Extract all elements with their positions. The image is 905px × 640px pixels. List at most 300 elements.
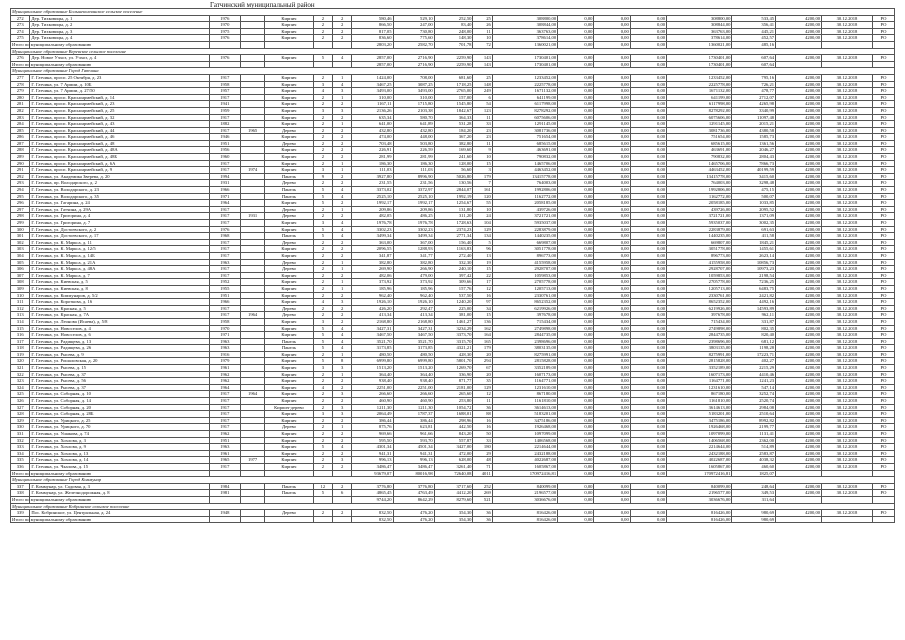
table-cell: 1994: [209, 173, 240, 180]
table-cell: 3372,97: [393, 187, 434, 194]
table-cell: 4038,32: [732, 457, 776, 464]
table-cell: 0,00: [594, 391, 630, 398]
table-cell: 3: [333, 404, 352, 411]
table-cell: 3: [333, 299, 352, 306]
table-cell: 0,00: [594, 167, 630, 174]
table-cell: 148: [473, 81, 492, 88]
table-cell: 1465706,00: [492, 160, 557, 167]
table-cell: 1958: [209, 318, 240, 325]
table-cell: 5: [313, 55, 332, 62]
table-cell: 482,05: [352, 213, 393, 220]
table-cell: 249: [473, 88, 492, 95]
table-cell: 3427,31: [352, 325, 393, 332]
table-cell: 2: [313, 134, 332, 141]
table-cell: 1371,09: [732, 213, 776, 220]
table-cell: 0,00: [630, 450, 666, 457]
table-cell: 143: [473, 55, 492, 62]
table-cell: [241, 81, 265, 88]
table-cell: 2046,27: [732, 147, 776, 154]
table-cell: 1288,93: [393, 246, 434, 253]
table-cell: 531,28: [434, 121, 473, 128]
table-cell: 2: [313, 246, 332, 253]
table-cell: 2: [333, 312, 352, 319]
table-cell: 6: [333, 490, 352, 497]
table-cell: 4200,00: [776, 55, 822, 62]
table-cell: РО: [872, 81, 894, 88]
table-cell: 0,00: [594, 483, 630, 490]
table-cell: 162: [473, 325, 492, 332]
table-cell: 4463452,00: [492, 167, 557, 174]
table-cell: 1976,78: [352, 220, 393, 227]
table-cell: 307: [11, 272, 30, 279]
table-cell: [333, 516, 352, 523]
table-cell: 1605867,00: [667, 463, 732, 470]
table-cell: 593,70: [393, 437, 434, 444]
table-cell: Г. Гатчина, ул. Рысева, д. 9: [30, 351, 209, 358]
table-cell: 335: [11, 457, 30, 464]
table-cell: 13415778,00: [667, 173, 732, 180]
table-cell: 1966: [209, 187, 240, 194]
table-cell: 19: [473, 259, 492, 266]
table-cell: 129: [473, 384, 492, 391]
table-cell: 2215,29: [732, 365, 776, 372]
table-cell: 463691,00: [492, 147, 557, 154]
table-cell: Кирпич: [265, 252, 313, 259]
table-cell: [241, 233, 265, 240]
table-cell: Кирпич: [265, 391, 313, 398]
table-cell: 30.12.2018: [822, 28, 873, 35]
table-cell: 1: [333, 206, 352, 213]
table-cell: [776, 470, 822, 477]
table-cell: 266,60: [352, 391, 393, 398]
table-cell: РО: [872, 457, 894, 464]
table-cell: 0,00: [630, 384, 666, 391]
table-cell: 1917: [209, 391, 240, 398]
table-cell: 0,00: [630, 470, 666, 477]
table-cell: 161: [473, 187, 492, 194]
table-cell: 5: [313, 444, 332, 451]
table-cell: 2: [333, 510, 352, 517]
table-cell: 875,76: [352, 424, 393, 431]
table-cell: 0,00: [630, 220, 666, 227]
table-cell: 0,00: [630, 121, 666, 128]
table-cell: 0,00: [558, 41, 594, 48]
table-cell: 2: [313, 74, 332, 81]
table-cell: 4301,34: [352, 444, 393, 451]
table-cell: 2330761,00: [667, 292, 732, 299]
table-cell: 691,63: [732, 226, 776, 233]
table-row: [11, 490, 895, 497]
table-cell: 382,80: [393, 259, 434, 266]
table-cell: 269,90: [352, 266, 393, 273]
table-cell: [241, 200, 265, 207]
table-cell: 0,00: [630, 180, 666, 187]
table-cell: 4: [333, 345, 352, 352]
table-cell: Г. Гатчина, ул. Чкалова, д. 15: [30, 463, 209, 470]
table-row: [11, 15, 895, 22]
table-cell: 33: [473, 121, 492, 128]
table-cell: 413,34: [352, 312, 393, 319]
table-cell: [209, 41, 240, 48]
table-cell: 4200,00: [776, 450, 822, 457]
table-cell: 3927,80: [352, 173, 393, 180]
table-cell: 0,00: [630, 140, 666, 147]
table-cell: [241, 272, 265, 279]
table-cell: 0,00: [558, 292, 594, 299]
table-cell: 2: [313, 391, 332, 398]
table-cell: 1033,85: [732, 200, 776, 207]
table-row: [11, 510, 895, 517]
table-cell: 30.12.2018: [822, 266, 873, 273]
table-cell: 1162772,00: [492, 193, 557, 200]
table-cell: 460,90: [393, 398, 434, 405]
table-cell: 277: [11, 74, 30, 81]
table-cell: 1: [333, 351, 352, 358]
table-cell: 2: [333, 147, 352, 154]
table-cell: Дер. Тихковицы, д. 4: [30, 35, 209, 42]
table-cell: Кирпич: [265, 134, 313, 141]
table-cell: 0,00: [558, 338, 594, 345]
table-cell: 4200,00: [776, 81, 822, 88]
table-cell: Панель: [265, 193, 313, 200]
table-cell: 2712,07: [732, 94, 776, 101]
table-cell: РО: [872, 28, 894, 35]
table-cell: 341,87: [352, 252, 393, 259]
table-cell: 2: [333, 140, 352, 147]
table-cell: РО: [872, 266, 894, 273]
table-cell: [333, 470, 352, 477]
table-cell: Кирпич: [265, 114, 313, 121]
table-cell: 1059853,00: [667, 272, 732, 279]
table-cell: 30.12.2018: [822, 490, 873, 497]
table-cell: 0,00: [594, 510, 630, 517]
table-cell: 4200,00: [776, 457, 822, 464]
table-cell: 445,21: [732, 28, 776, 35]
table-cell: 30.12.2018: [822, 345, 873, 352]
table-cell: 0,00: [594, 55, 630, 62]
table-cell: 2623,14: [732, 252, 776, 259]
table-cell: Г. Гатчина, ул. К. Маркса, д. 48А: [30, 266, 209, 273]
table-cell: 0,00: [630, 114, 666, 121]
table-cell: 2: [313, 94, 332, 101]
table-cell: 179: [473, 173, 492, 180]
table-cell: [241, 378, 265, 385]
table-cell: 30.12.2018: [822, 127, 873, 134]
table-cell: РО: [872, 490, 894, 497]
table-cell: 4200,00: [776, 246, 822, 253]
table-cell: 4265,98: [732, 101, 776, 108]
table-cell: 4200,00: [776, 285, 822, 292]
table-cell: 751654,00: [492, 134, 557, 141]
table-cell: 2525,10: [393, 193, 434, 200]
table-cell: 681,60: [434, 74, 473, 81]
table-cell: 4200,00: [776, 226, 822, 233]
table-cell: 4200,00: [776, 200, 822, 207]
table-cell: 3081736,00: [667, 127, 732, 134]
table-cell: 2: [333, 200, 352, 207]
table-cell: РО: [872, 160, 894, 167]
table-cell: 628,00: [434, 457, 473, 464]
table-cell: 0,00: [594, 424, 630, 431]
table-cell: 14593,89: [732, 305, 776, 312]
table-cell: 0,00: [558, 246, 594, 253]
table-cell: 0,00: [558, 154, 594, 161]
table-cell: 378614,00: [667, 35, 732, 42]
table-row: [11, 140, 895, 147]
table-cell: Г. Гатчина, просп. Красноармейский, д. 32: [30, 114, 209, 121]
table-cell: Дерево: [265, 305, 313, 312]
table-cell: 386,44: [393, 417, 434, 424]
table-cell: 310: [11, 292, 30, 299]
table-cell: 269: [473, 490, 492, 497]
table-cell: 1963: [209, 338, 240, 345]
table-cell: 3721721,00: [492, 213, 557, 220]
table-cell: 641,89: [393, 121, 434, 128]
table-cell: 460,60: [732, 463, 776, 470]
table-row: [11, 444, 895, 451]
table-cell: РО: [872, 338, 894, 345]
table-cell: 764003,00: [667, 180, 732, 187]
table-cell: 2: [313, 154, 332, 161]
table-cell: 2: [313, 457, 332, 464]
table-cell: 55: [473, 200, 492, 207]
table-cell: 3467,25: [352, 81, 393, 88]
table-cell: 367,00: [393, 239, 434, 246]
table-cell: 231,55: [352, 180, 393, 187]
table-cell: 4200,00: [776, 127, 822, 134]
table-cell: 0,00: [594, 444, 630, 451]
table-cell: 16: [473, 292, 492, 299]
table-cell: 6075606,00: [667, 114, 732, 121]
table-cell: 432,80: [352, 127, 393, 134]
table-cell: Г. Гатчина, просп. Красноармейский, д. 9: [30, 167, 209, 174]
table-cell: РО: [872, 173, 894, 180]
table-cell: 3373,70: [434, 332, 473, 339]
table-cell: 4501,34: [393, 444, 434, 451]
table-cell: 795,16: [732, 74, 776, 81]
table-cell: 0,00: [558, 200, 594, 207]
table-cell: 1917: [209, 404, 240, 411]
table-cell: 1291145,00: [492, 121, 557, 128]
table-cell: Кирпич: [265, 107, 313, 114]
table-cell: 0,00: [594, 318, 630, 325]
table-cell: 1957: [209, 88, 240, 95]
table-cell: [241, 15, 265, 22]
table-cell: 30.12.2018: [822, 187, 873, 194]
table-cell: 6117998,00: [492, 101, 557, 108]
table-cell: 30.12.2018: [822, 160, 873, 167]
table-cell: РО: [872, 358, 894, 365]
table-cell: [241, 160, 265, 167]
table-cell: 1916: [209, 351, 240, 358]
table-cell: 240,10: [434, 266, 473, 273]
table-cell: 1730401,00: [492, 61, 557, 68]
table-cell: 1917: [209, 74, 240, 81]
table-cell: [241, 88, 265, 95]
table-cell: [241, 450, 265, 457]
table-row: [11, 318, 895, 325]
table-row: [11, 411, 895, 418]
table-cell: [872, 41, 894, 48]
table-cell: 5: [313, 345, 332, 352]
table-cell: 4200,00: [776, 252, 822, 259]
table-cell: РО: [872, 483, 894, 490]
table-cell: 3: [333, 107, 352, 114]
table-cell: 2283879,00: [492, 226, 557, 233]
table-cell: 298: [11, 213, 30, 220]
table-cell: 2749898,00: [492, 325, 557, 332]
table-cell: 8652352,00: [667, 299, 732, 306]
table-cell: 1607173,00: [667, 371, 732, 378]
table-cell: Г. Гатчина, ул. Радищева, д. 13: [30, 338, 209, 345]
table-cell: 2: [313, 424, 332, 431]
document-title: Гатчинский муниципальный район: [210, 1, 315, 9]
table-cell: 1054,72: [434, 404, 473, 411]
table-cell: 0,00: [558, 239, 594, 246]
table-cell: 1097099,00: [667, 431, 732, 438]
table-cell: 3614613,00: [492, 404, 557, 411]
table-cell: РО: [872, 463, 894, 470]
table-cell: 1917: [209, 114, 240, 121]
table-cell: 3: [313, 365, 332, 372]
table-cell: [241, 398, 265, 405]
table-row: [11, 285, 895, 292]
table-cell: Кирпич: [265, 246, 313, 253]
table-cell: 0,00: [558, 411, 594, 418]
table-cell: Г. Гатчина, ул. Хохлова, д. 9: [30, 444, 209, 451]
table-cell: 312: [11, 305, 30, 312]
table-cell: 12: [313, 483, 332, 490]
table-cell: 29: [473, 450, 492, 457]
table-cell: 5: [313, 358, 332, 365]
table-row: [11, 252, 895, 259]
table-cell: 867180,00: [667, 391, 732, 398]
table-cell: 2: [313, 140, 332, 147]
table-cell: 252,50: [434, 15, 473, 22]
section-title: Муниципальное образование Веревское сельское поселение: [11, 48, 895, 55]
table-cell: 0,00: [630, 444, 666, 451]
table-cell: 4200,00: [776, 279, 822, 286]
table-cell: 157,00: [434, 94, 473, 101]
table-cell: 0,00: [594, 41, 630, 48]
table-cell: [872, 61, 894, 68]
table-cell: 0,00: [630, 463, 666, 470]
table-cell: 266,90: [393, 266, 434, 273]
table-cell: 2: [333, 213, 352, 220]
table-cell: 2: [313, 266, 332, 273]
table-cell: 0,00: [558, 140, 594, 147]
table-cell: 0,00: [594, 134, 630, 141]
table-cell: Г. Гатчина, ул. К. Маркса, д. 14Б: [30, 252, 209, 259]
table-cell: [241, 107, 265, 114]
table-cell: 226,59: [393, 147, 434, 154]
table-cell: 1: [333, 424, 352, 431]
table-cell: 432,80: [393, 127, 434, 134]
table-cell: 2: [333, 378, 352, 385]
table-cell: 3614613,00: [667, 404, 732, 411]
table-cell: 463691,00: [667, 147, 732, 154]
table-cell: 4200,00: [776, 312, 822, 319]
table-cell: 4200,00: [776, 187, 822, 194]
table-cell: [241, 35, 265, 42]
table-row: [11, 483, 895, 490]
table-cell: 275: [11, 35, 30, 42]
table-cell: Кирпич: [265, 285, 313, 292]
table-cell: 111,03: [393, 167, 434, 174]
table-cell: 333: [11, 444, 30, 451]
table-row: [11, 272, 895, 279]
table-cell: 1715,80: [393, 101, 434, 108]
table-cell: [776, 41, 822, 48]
table-cell: Г. Гатчина, ул. 7 Армии, д. 10Б: [30, 81, 209, 88]
table-cell: 708,00: [393, 74, 434, 81]
table-cell: 0,00: [558, 457, 594, 464]
table-cell: 30.12.2018: [822, 121, 873, 128]
table-cell: 1970: [209, 22, 240, 29]
table-cell: 30.12.2018: [822, 107, 873, 114]
table-cell: РО: [872, 285, 894, 292]
table-cell: Г. Гатчина, ул. Красная, д. 5: [30, 305, 209, 312]
table-cell: 2168,80: [393, 318, 434, 325]
table-cell: 962,40: [352, 292, 393, 299]
table-cell: Дерево: [265, 206, 313, 213]
table-cell: 1974: [241, 167, 265, 174]
table-cell: 169,60: [434, 147, 473, 154]
table-cell: 6483,75: [732, 285, 776, 292]
table-cell: 1992,17: [393, 200, 434, 207]
table-cell: 4200,00: [776, 510, 822, 517]
table-cell: РО: [872, 167, 894, 174]
table-cell: 17: [473, 279, 492, 286]
table-cell: 4321,21: [434, 345, 473, 352]
table-cell: 354,30: [434, 510, 473, 517]
table-cell: 5: [313, 193, 332, 200]
table-cell: 3: [313, 318, 332, 325]
table-cell: 2: [333, 483, 352, 490]
table-cell: 2: [313, 101, 332, 108]
table-cell: 428,30: [434, 351, 473, 358]
table-cell: 20: [473, 371, 492, 378]
table-cell: 2168,80: [352, 318, 393, 325]
table-cell: Г. Гатчина, ул. К. Маркса, д. 21А: [30, 259, 209, 266]
table-cell: РО: [872, 450, 894, 457]
table-cell: 1585,73: [732, 134, 776, 141]
table-cell: 4200,00: [776, 28, 822, 35]
table-row: [11, 193, 895, 200]
table-row: [11, 325, 895, 332]
table-cell: 5: [313, 200, 332, 207]
table-cell: 0,00: [594, 450, 630, 457]
table-cell: 314: [11, 318, 30, 325]
table-cell: 4200,00: [776, 147, 822, 154]
table-cell: 1254,67: [434, 200, 473, 207]
table-cell: 274: [11, 28, 30, 35]
table-cell: 4200,00: [776, 88, 822, 95]
table-cell: 3: [333, 411, 352, 418]
table-cell: 40199,59: [732, 167, 776, 174]
table-cell: 30.12.2018: [822, 134, 873, 141]
table-cell: 0,00: [558, 431, 594, 438]
table-cell: 310,00: [352, 94, 393, 101]
table-cell: 1440235,00: [667, 233, 732, 240]
table-cell: 0,00: [630, 371, 666, 378]
table-cell: 209,86: [393, 206, 434, 213]
table-cell: 4200,00: [776, 444, 822, 451]
table-cell: 4200,00: [776, 15, 822, 22]
table-cell: 961,66: [393, 431, 434, 438]
table-cell: 715434,00: [667, 318, 732, 325]
table-row: [11, 463, 895, 470]
